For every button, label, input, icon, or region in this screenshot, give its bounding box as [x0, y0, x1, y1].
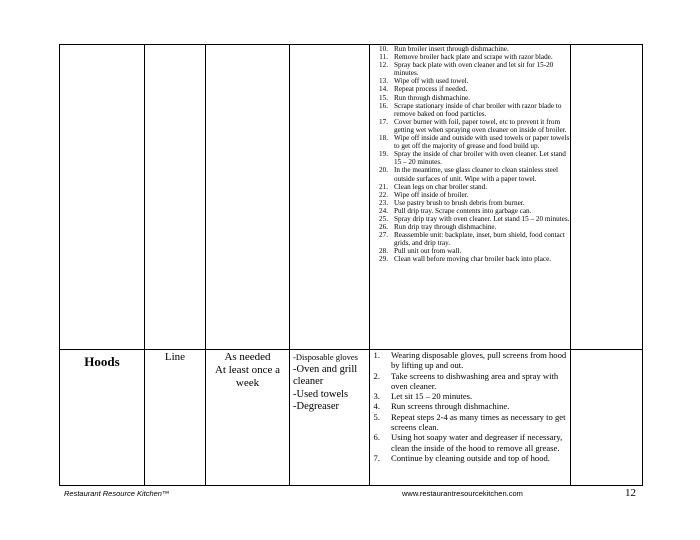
step-number: 13.	[379, 77, 388, 86]
step-number: 21.	[379, 182, 388, 191]
step-text: Spray the inside of char broiler with oven cleaner. Let stand 15 – 20 minutes.	[394, 150, 566, 167]
page-number: 12	[625, 487, 636, 499]
step-number: 19.	[379, 150, 388, 159]
footer-brand: Restaurant Resource Kitchen™	[64, 489, 170, 498]
procedure-step	[370, 199, 570, 207]
procedure-step	[370, 166, 570, 182]
step-number: 4.	[373, 401, 380, 412]
step-text: Continue by cleaning outside and top of hood.	[391, 452, 550, 463]
step-text: Spray drip tray with oven cleaner. Let stand 15 – 20 minutes.	[394, 214, 570, 223]
supply-item: -Degreaser	[293, 401, 340, 412]
step-text: Scrape stationary inside of char broiler with razor blade to remove baked on food particles.	[394, 101, 562, 118]
procedure-step	[370, 231, 570, 247]
frequency-line: As needed	[224, 351, 271, 363]
step-text: Use pastry brush to brush debris from burner.	[394, 198, 525, 207]
procedure-step	[370, 150, 570, 166]
procedure-step	[370, 102, 570, 118]
table-row-hoods	[60, 350, 643, 486]
procedure-step	[370, 391, 570, 401]
step-number: 7.	[373, 452, 380, 463]
supplies-cell	[290, 45, 370, 350]
procedure-steps-list	[370, 350, 570, 463]
procedure-step	[370, 453, 570, 463]
procedure-step	[370, 412, 570, 433]
step-text: Wipe off inside and outside with used towels or paper towels to get off the majority of grease and food build up.	[394, 134, 570, 151]
supply-item: -Used towels	[293, 388, 349, 400]
step-text: Repeat steps 2-4 as many times as necessary to get screens clean.	[391, 411, 566, 433]
supply-item: -Oven and grill cleaner	[293, 363, 358, 387]
cleaning-schedule-table	[59, 44, 643, 486]
step-number: 2.	[373, 370, 380, 381]
step-number: 18.	[379, 134, 388, 143]
procedure-step	[370, 118, 570, 134]
step-number: 6.	[373, 432, 380, 443]
step-number: 20.	[379, 166, 388, 175]
procedure-step	[370, 350, 570, 371]
procedure-cell	[370, 45, 571, 350]
step-number: 15.	[379, 93, 388, 102]
notes-cell	[571, 350, 643, 486]
procedure-steps-list	[370, 45, 570, 264]
step-text: Remove broiler back plate and scrape with razor blade.	[394, 53, 553, 62]
procedure-step	[370, 207, 570, 215]
procedure-step	[370, 247, 570, 255]
table-row-continued	[60, 45, 643, 350]
step-number: 12.	[379, 61, 388, 70]
procedure-step	[370, 371, 570, 392]
step-text: Run through dishmachine.	[394, 93, 471, 102]
procedure-step	[370, 401, 570, 411]
supply-item: -Disposable gloves	[293, 352, 358, 362]
procedure-step	[370, 183, 570, 191]
step-number: 17.	[379, 117, 388, 126]
procedure-step	[370, 191, 570, 199]
notes-cell	[571, 45, 643, 350]
procedure-step	[370, 255, 570, 263]
step-text: Wipe off with used towel.	[394, 77, 469, 86]
step-number: 10.	[379, 45, 388, 53]
procedure-step	[370, 432, 570, 453]
step-number: 5.	[373, 411, 380, 422]
step-text: Run screens through dishmachine.	[391, 401, 510, 412]
frequency-line: At least once a week	[214, 364, 281, 389]
who-cell	[145, 45, 206, 350]
step-text: Run drip tray through dishmachine.	[394, 223, 497, 232]
procedure-step	[370, 45, 570, 53]
step-number: 11.	[379, 53, 388, 62]
step-text: Cover burner with foil, paper towel, etc to prevent it from getting wet when spraying oven cleaner on inside of broiler.	[394, 117, 567, 134]
step-text: Repeat process if needed.	[394, 85, 468, 94]
step-text: Using hot soapy water and degreaser if necessary, clean the inside of the hood to remove all grease.	[391, 432, 563, 453]
step-text: Pull unit out from wall.	[394, 247, 462, 256]
step-number: 16.	[379, 101, 388, 110]
frequency-cell-hoods	[206, 350, 290, 486]
step-text: Wipe off inside of broiler.	[394, 190, 469, 199]
step-number: 1.	[373, 350, 380, 360]
procedure-step	[370, 61, 570, 77]
step-text: Let sit 15 – 20 minutes.	[391, 391, 473, 402]
step-text: Run broiler insert through dishmachine.	[394, 45, 509, 53]
who-line: Line	[145, 350, 206, 486]
step-number: 24.	[379, 206, 388, 215]
step-number: 28.	[379, 247, 388, 256]
step-number: 22.	[379, 190, 388, 199]
step-number: 29.	[379, 255, 388, 264]
supplies-cell-hoods	[290, 350, 370, 486]
procedure-step	[370, 134, 570, 150]
procedure-step	[370, 53, 570, 61]
step-number: 23.	[379, 198, 388, 207]
step-text: Clean legs on char broiler stand.	[394, 182, 488, 191]
step-text: Wearing disposable gloves, pull screens from hood by lifting up and out.	[391, 350, 567, 371]
procedure-step	[370, 77, 570, 85]
task-cell	[60, 45, 145, 350]
step-number: 26.	[379, 223, 388, 232]
procedure-cell-hoods	[370, 350, 571, 486]
step-text: In the meantime, use glass cleaner to clean stainless steel outside surfaces of unit. Wipe with a paper towel.	[394, 166, 559, 183]
step-number: 14.	[379, 85, 388, 94]
procedure-step	[370, 85, 570, 93]
step-text: Spray back plate with oven cleaner and let sit for 15-20 minutes.	[394, 61, 554, 78]
step-text: Take screens to dishwashing area and spray with oven cleaner.	[391, 370, 559, 391]
frequency-cell	[206, 45, 290, 350]
step-number: 27.	[379, 231, 388, 240]
procedure-step	[370, 94, 570, 102]
step-text: Reassemble unit: backplate, inset, burn shield, food contact grids, and drip tray.	[394, 231, 565, 248]
procedure-step	[370, 215, 570, 223]
step-number: 3.	[373, 391, 380, 402]
step-number: 25.	[379, 214, 388, 223]
footer-website: www.restaurantresourcekitchen.com	[402, 489, 523, 498]
procedure-step	[370, 223, 570, 231]
step-text: Clean wall before moving char broiler back into place.	[394, 255, 552, 264]
task-name-hoods: Hoods	[60, 350, 145, 486]
step-text: Pull drip tray. Scrape contents into garbage can.	[394, 206, 532, 215]
